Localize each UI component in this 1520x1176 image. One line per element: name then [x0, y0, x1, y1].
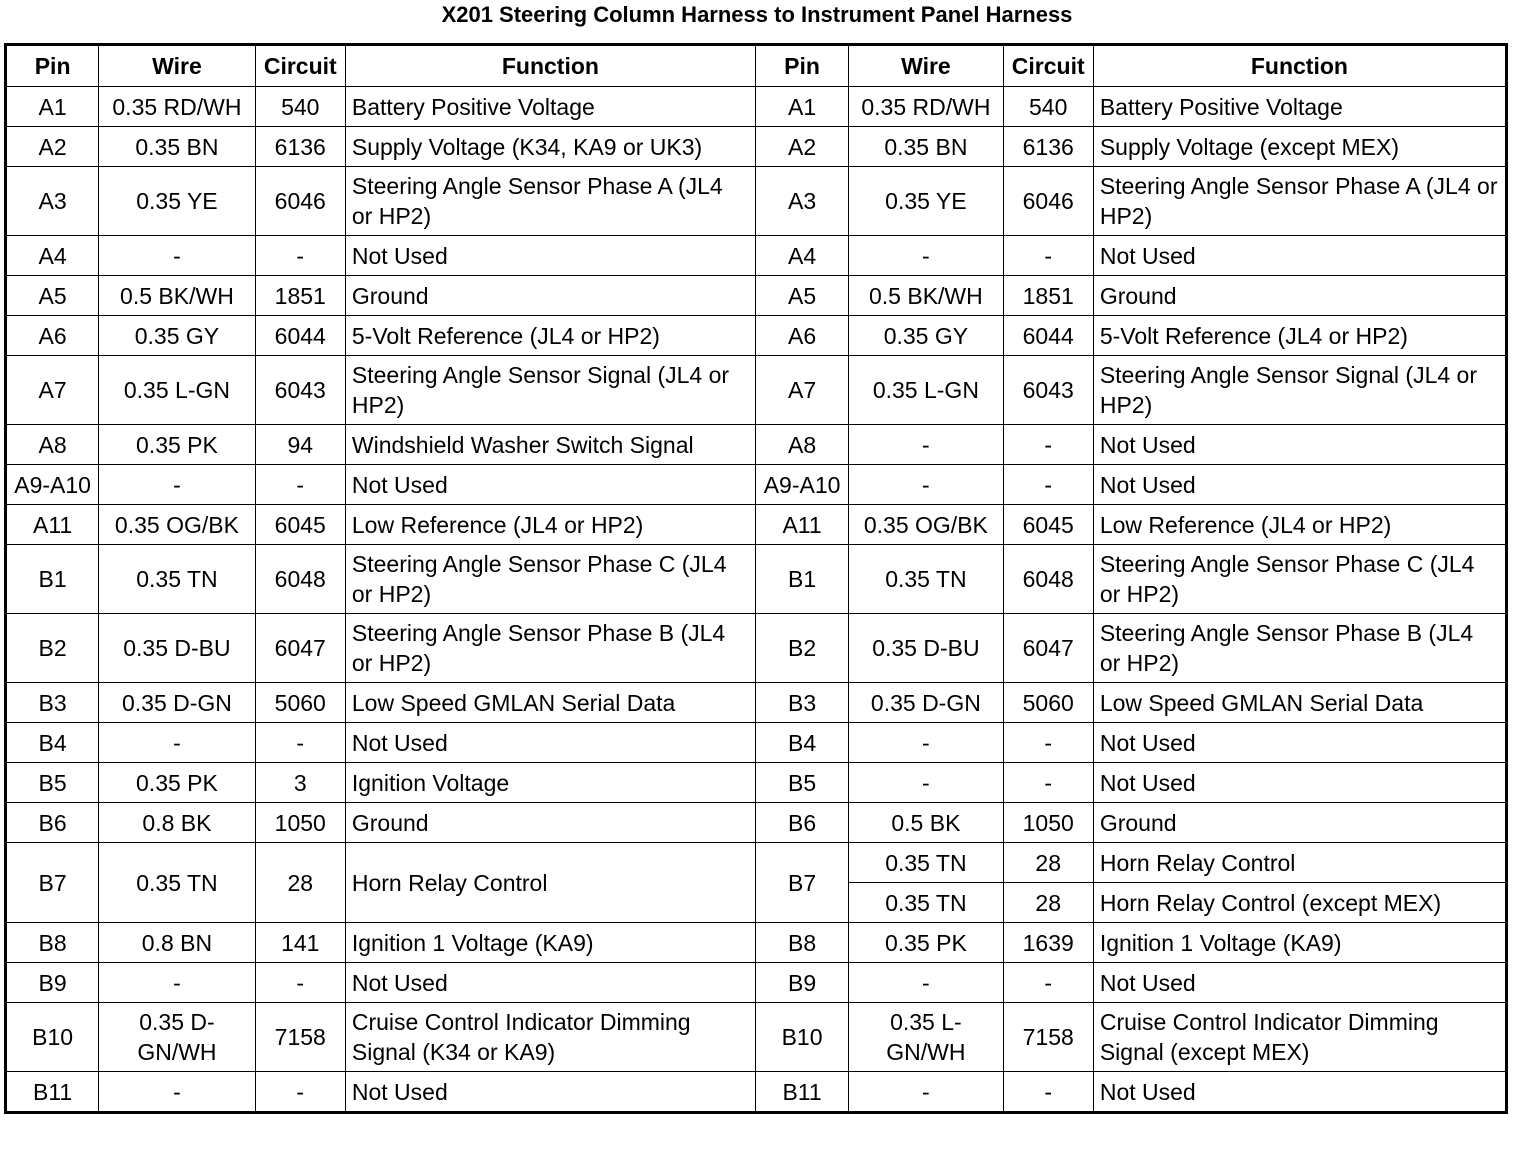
- function-cell: Steering Angle Sensor Phase A (JL4 or HP2): [1093, 167, 1506, 236]
- circuit-cell: -: [255, 1072, 345, 1113]
- circuit-cell: 1050: [1003, 803, 1093, 843]
- circuit-cell: 94: [255, 425, 345, 465]
- pin-cell: A3: [6, 167, 99, 236]
- wire-cell: -: [849, 723, 1003, 763]
- circuit-cell: -: [255, 236, 345, 276]
- pin-cell: B8: [6, 923, 99, 963]
- function-cell: Steering Angle Sensor Signal (JL4 or HP2): [1093, 356, 1506, 425]
- wire-cell: 0.5 BK: [849, 803, 1003, 843]
- circuit-cell: 5060: [255, 683, 345, 723]
- wire-cell: 0.35 TN: [849, 545, 1003, 614]
- table-row: [6, 1003, 1507, 1072]
- function-cell: Not Used: [1093, 723, 1506, 763]
- pin-cell: B6: [6, 803, 99, 843]
- circuit-cell: -: [1003, 763, 1093, 803]
- function-cell: Windshield Washer Switch Signal: [345, 425, 755, 465]
- pin-cell: B10: [6, 1003, 99, 1072]
- wire-cell: 0.35 L-GN: [99, 356, 255, 425]
- wire-cell: 0.35 OG/BK: [99, 505, 255, 545]
- pinout-table: [4, 43, 1508, 1114]
- circuit-cell: 1851: [1003, 276, 1093, 316]
- function-cell: Supply Voltage (except MEX): [1093, 127, 1506, 167]
- pin-cell: B9: [6, 963, 99, 1003]
- function-cell: Ignition 1 Voltage (KA9): [345, 923, 755, 963]
- wire-cell: 0.35 D-GN: [99, 683, 255, 723]
- wire-cell: 0.35 D-GN: [849, 683, 1003, 723]
- circuit-cell: -: [1003, 963, 1093, 1003]
- function-cell: Not Used: [345, 723, 755, 763]
- wire-cell: 0.35 RD/WH: [849, 87, 1003, 127]
- circuit-cell: 6045: [1003, 505, 1093, 545]
- function-cell: Cruise Control Indicator Dimming Signal (except MEX): [1093, 1003, 1506, 1072]
- pin-cell: A2: [6, 127, 99, 167]
- pin-cell: A6: [755, 316, 848, 356]
- pin-cell: B6: [755, 803, 848, 843]
- wire-cell: 0.35 L-GN/WH: [849, 1003, 1003, 1072]
- table-row: [6, 683, 1507, 723]
- pin-cell: A8: [6, 425, 99, 465]
- function-cell: Not Used: [345, 465, 755, 505]
- table-row: [6, 505, 1507, 545]
- pin-cell: B4: [755, 723, 848, 763]
- pin-cell: A5: [755, 276, 848, 316]
- wire-cell: -: [99, 963, 255, 1003]
- function-cell: Ignition 1 Voltage (KA9): [1093, 923, 1506, 963]
- function-cell: Steering Angle Sensor Signal (JL4 or HP2): [345, 356, 755, 425]
- wire-cell: -: [99, 465, 255, 505]
- function-cell: Not Used: [1093, 465, 1506, 505]
- circuit-cell: 7158: [1003, 1003, 1093, 1072]
- function-cell: Horn Relay Control: [345, 843, 755, 923]
- table-row: [6, 963, 1507, 1003]
- table-row: [6, 923, 1507, 963]
- table-row: [6, 127, 1507, 167]
- circuit-cell: 28: [1003, 843, 1093, 883]
- circuit-cell: 1050: [255, 803, 345, 843]
- header-wire-left: Wire: [99, 45, 255, 87]
- table-row: [6, 843, 1507, 883]
- wire-cell: 0.35 BN: [99, 127, 255, 167]
- wire-cell: -: [99, 236, 255, 276]
- function-cell: Low Speed GMLAN Serial Data: [1093, 683, 1506, 723]
- function-cell: Low Speed GMLAN Serial Data: [345, 683, 755, 723]
- wire-cell: -: [849, 1072, 1003, 1113]
- circuit-cell: 6046: [255, 167, 345, 236]
- pin-cell: B10: [755, 1003, 848, 1072]
- function-cell: Horn Relay Control (except MEX): [1093, 883, 1506, 923]
- wire-cell: 0.35 PK: [849, 923, 1003, 963]
- pin-cell: A1: [755, 87, 848, 127]
- header-row: [6, 45, 1507, 87]
- circuit-cell: 3: [255, 763, 345, 803]
- table-row: [6, 316, 1507, 356]
- pin-cell: A5: [6, 276, 99, 316]
- pin-cell: A9-A10: [755, 465, 848, 505]
- table-row: [6, 545, 1507, 614]
- pin-cell: B5: [6, 763, 99, 803]
- wire-cell: 0.5 BK/WH: [99, 276, 255, 316]
- function-cell: Low Reference (JL4 or HP2): [1093, 505, 1506, 545]
- circuit-cell: 540: [255, 87, 345, 127]
- function-cell: Horn Relay Control: [1093, 843, 1506, 883]
- wire-cell: -: [849, 963, 1003, 1003]
- table-row: [6, 425, 1507, 465]
- pin-cell: A1: [6, 87, 99, 127]
- wire-cell: 0.35 YE: [99, 167, 255, 236]
- circuit-cell: -: [255, 963, 345, 1003]
- pin-cell: B11: [6, 1072, 99, 1113]
- function-cell: Battery Positive Voltage: [345, 87, 755, 127]
- wire-cell: 0.35 PK: [99, 763, 255, 803]
- header-circuit-left: Circuit: [255, 45, 345, 87]
- circuit-cell: 6048: [1003, 545, 1093, 614]
- pin-cell: A11: [6, 505, 99, 545]
- function-cell: Not Used: [345, 963, 755, 1003]
- wire-cell: 0.35 BN: [849, 127, 1003, 167]
- pin-cell: B1: [6, 545, 99, 614]
- wire-cell: 0.8 BK: [99, 803, 255, 843]
- circuit-cell: 6045: [255, 505, 345, 545]
- pin-cell: A7: [6, 356, 99, 425]
- table-row: [6, 87, 1507, 127]
- table-row: [6, 723, 1507, 763]
- pin-cell: B2: [755, 614, 848, 683]
- table-row: [6, 465, 1507, 505]
- function-cell: Not Used: [1093, 963, 1506, 1003]
- circuit-cell: -: [1003, 465, 1093, 505]
- circuit-cell: -: [255, 465, 345, 505]
- pin-cell: A7: [755, 356, 848, 425]
- wire-cell: 0.35 TN: [99, 843, 255, 923]
- table-row: [6, 356, 1507, 425]
- function-cell: Ground: [1093, 276, 1506, 316]
- function-cell: Not Used: [1093, 1072, 1506, 1113]
- table-row: [6, 803, 1507, 843]
- wire-cell: -: [849, 425, 1003, 465]
- table-row: [6, 236, 1507, 276]
- circuit-cell: -: [1003, 723, 1093, 763]
- function-cell: Ground: [345, 276, 755, 316]
- circuit-cell: 6046: [1003, 167, 1093, 236]
- function-cell: Not Used: [1093, 763, 1506, 803]
- wire-cell: 0.35 TN: [849, 883, 1003, 923]
- table-row: [6, 763, 1507, 803]
- circuit-cell: 6043: [255, 356, 345, 425]
- circuit-cell: 6048: [255, 545, 345, 614]
- circuit-cell: -: [1003, 425, 1093, 465]
- circuit-cell: 540: [1003, 87, 1093, 127]
- function-cell: 5-Volt Reference (JL4 or HP2): [1093, 316, 1506, 356]
- pin-cell: A4: [6, 236, 99, 276]
- function-cell: Steering Angle Sensor Phase B (JL4 or HP2): [1093, 614, 1506, 683]
- pin-cell: B7: [755, 843, 848, 923]
- circuit-cell: 1639: [1003, 923, 1093, 963]
- table-row: [6, 276, 1507, 316]
- wire-cell: 0.35 GY: [849, 316, 1003, 356]
- function-cell: Ground: [345, 803, 755, 843]
- function-cell: Cruise Control Indicator Dimming Signal (K34 or KA9): [345, 1003, 755, 1072]
- function-cell: Battery Positive Voltage: [1093, 87, 1506, 127]
- function-cell: Not Used: [1093, 236, 1506, 276]
- pin-cell: B8: [755, 923, 848, 963]
- header-wire-right: Wire: [849, 45, 1003, 87]
- wire-cell: -: [849, 465, 1003, 505]
- function-cell: Supply Voltage (K34, KA9 or UK3): [345, 127, 755, 167]
- function-cell: 5-Volt Reference (JL4 or HP2): [345, 316, 755, 356]
- function-cell: Steering Angle Sensor Phase C (JL4 or HP2): [1093, 545, 1506, 614]
- wire-cell: 0.35 TN: [99, 545, 255, 614]
- pin-cell: B9: [755, 963, 848, 1003]
- pin-cell: B2: [6, 614, 99, 683]
- circuit-cell: 6044: [255, 316, 345, 356]
- wire-cell: 0.35 OG/BK: [849, 505, 1003, 545]
- function-cell: Ground: [1093, 803, 1506, 843]
- header-pin-right: Pin: [755, 45, 848, 87]
- function-cell: Not Used: [1093, 425, 1506, 465]
- circuit-cell: 6044: [1003, 316, 1093, 356]
- wire-cell: 0.35 GY: [99, 316, 255, 356]
- circuit-cell: 5060: [1003, 683, 1093, 723]
- wire-cell: -: [99, 1072, 255, 1113]
- header-pin-left: Pin: [6, 45, 99, 87]
- pin-cell: A11: [755, 505, 848, 545]
- function-cell: Steering Angle Sensor Phase C (JL4 or HP2): [345, 545, 755, 614]
- circuit-cell: 6136: [255, 127, 345, 167]
- table-row: [6, 167, 1507, 236]
- table-row: [6, 614, 1507, 683]
- header-function-left: Function: [345, 45, 755, 87]
- circuit-cell: -: [1003, 236, 1093, 276]
- pin-cell: A2: [755, 127, 848, 167]
- wire-cell: 0.35 RD/WH: [99, 87, 255, 127]
- function-cell: Steering Angle Sensor Phase B (JL4 or HP2): [345, 614, 755, 683]
- circuit-cell: 6136: [1003, 127, 1093, 167]
- wire-cell: 0.5 BK/WH: [849, 276, 1003, 316]
- wire-cell: 0.35 L-GN: [849, 356, 1003, 425]
- pin-cell: B5: [755, 763, 848, 803]
- pin-cell: B4: [6, 723, 99, 763]
- pin-cell: A9-A10: [6, 465, 99, 505]
- wire-cell: 0.35 D-BU: [99, 614, 255, 683]
- pin-cell: B7: [6, 843, 99, 923]
- pin-cell: A4: [755, 236, 848, 276]
- circuit-cell: -: [1003, 1072, 1093, 1113]
- wire-cell: -: [99, 723, 255, 763]
- wire-cell: 0.35 D-GN/WH: [99, 1003, 255, 1072]
- wire-cell: 0.35 TN: [849, 843, 1003, 883]
- header-function-right: Function: [1093, 45, 1506, 87]
- function-cell: Ignition Voltage: [345, 763, 755, 803]
- table-row: [6, 1072, 1507, 1113]
- circuit-cell: 7158: [255, 1003, 345, 1072]
- wire-cell: -: [849, 763, 1003, 803]
- pin-cell: B1: [755, 545, 848, 614]
- pin-cell: A3: [755, 167, 848, 236]
- pin-cell: A6: [6, 316, 99, 356]
- wire-cell: 0.35 PK: [99, 425, 255, 465]
- circuit-cell: -: [255, 723, 345, 763]
- wire-cell: 0.35 D-BU: [849, 614, 1003, 683]
- pin-cell: B11: [755, 1072, 848, 1113]
- circuit-cell: 28: [1003, 883, 1093, 923]
- circuit-cell: 6043: [1003, 356, 1093, 425]
- wire-cell: 0.8 BN: [99, 923, 255, 963]
- circuit-cell: 28: [255, 843, 345, 923]
- pin-cell: A8: [755, 425, 848, 465]
- function-cell: Steering Angle Sensor Phase A (JL4 or HP2): [345, 167, 755, 236]
- wire-cell: 0.35 YE: [849, 167, 1003, 236]
- circuit-cell: 6047: [255, 614, 345, 683]
- pin-cell: B3: [6, 683, 99, 723]
- circuit-cell: 6047: [1003, 614, 1093, 683]
- circuit-cell: 141: [255, 923, 345, 963]
- function-cell: Not Used: [345, 1072, 755, 1113]
- circuit-cell: 1851: [255, 276, 345, 316]
- wire-cell: -: [849, 236, 1003, 276]
- page-title: X201 Steering Column Harness to Instrument Panel Harness: [441, 2, 1073, 27]
- function-cell: Low Reference (JL4 or HP2): [345, 505, 755, 545]
- pin-cell: B3: [755, 683, 848, 723]
- function-cell: Not Used: [345, 236, 755, 276]
- header-circuit-right: Circuit: [1003, 45, 1093, 87]
